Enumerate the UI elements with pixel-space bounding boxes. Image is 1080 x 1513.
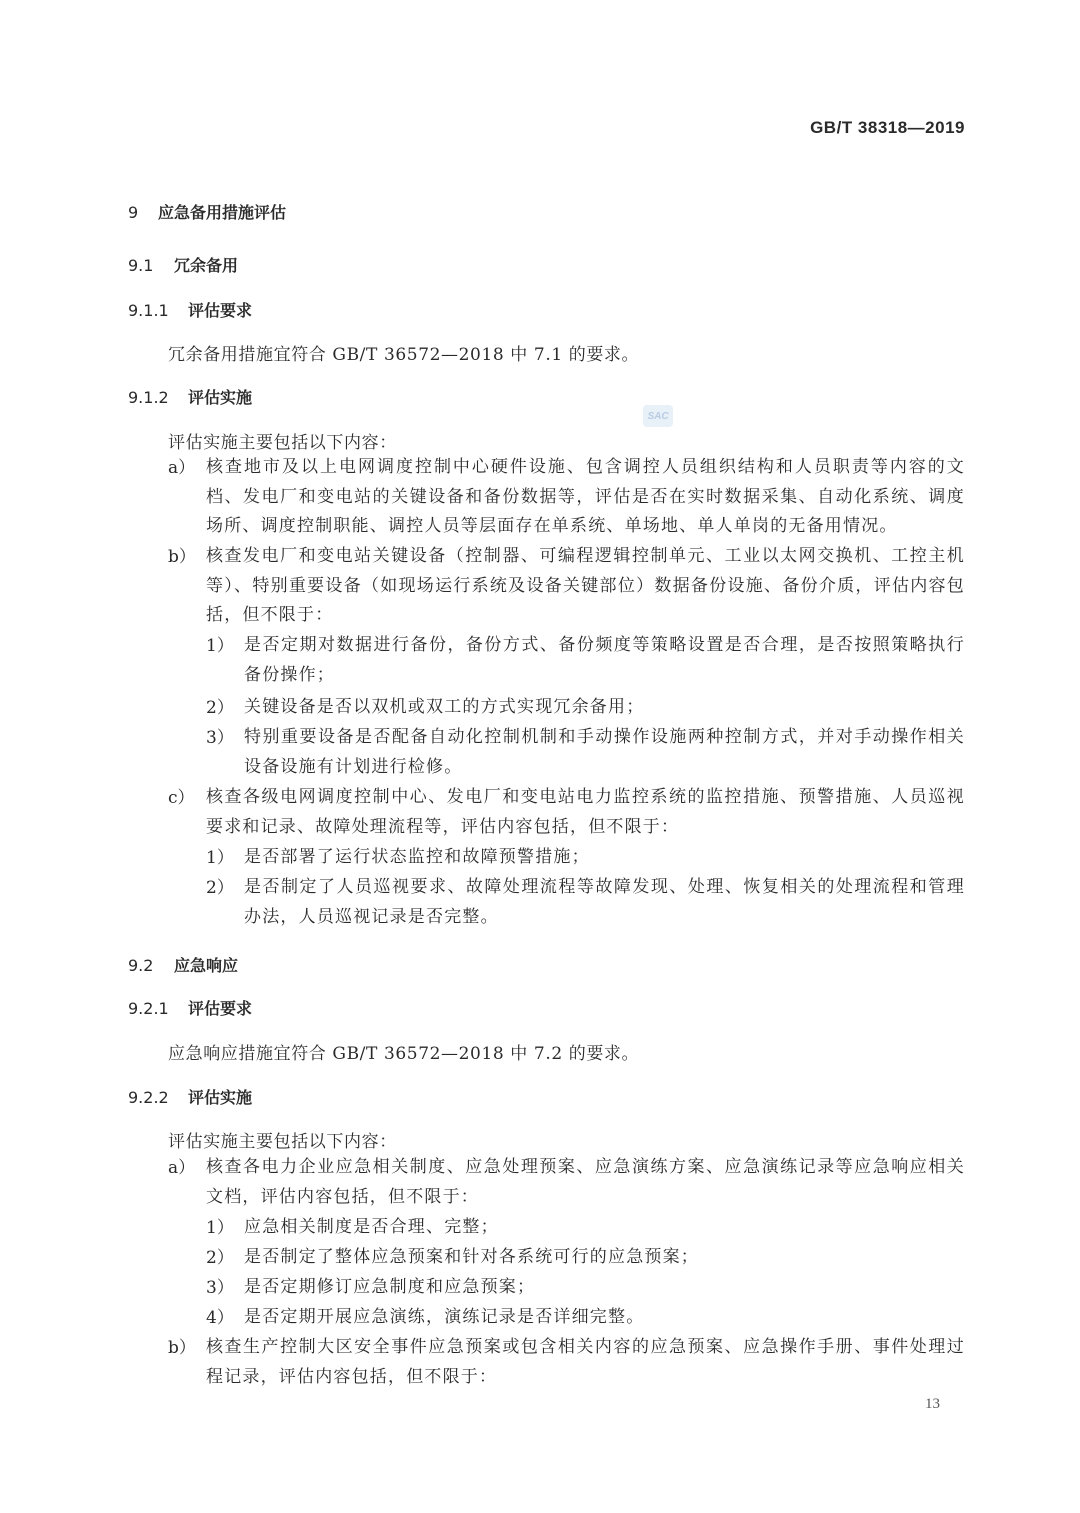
list-item-b bbox=[168, 542, 965, 632]
list-label: 4） bbox=[206, 1308, 234, 1328]
section-title: 冗余备用 bbox=[174, 256, 239, 275]
sub-item-b3 bbox=[206, 723, 965, 783]
paragraph: 应急响应措施宜符合 GB/T 36572—2018 中 7.2 的要求。 bbox=[168, 1044, 640, 1064]
section-title: 评估实施 bbox=[188, 388, 253, 407]
intro-paragraph: 评估实施主要包括以下内容： bbox=[168, 433, 397, 453]
list-label: b） bbox=[168, 1338, 196, 1358]
list-item-c bbox=[168, 783, 965, 843]
list-text: 核查地市及以上电网调度控制中心硬件设施、包含调控人员组织结构和人员职责等内容的文档、发电厂和变电站的关键设备和备份数据等，评估是否在实时数据采集、自动化系统、调度场所、调度控制职能、调控人员等层面存在单系统、单场地、单人单岗的无备用情况。 bbox=[206, 457, 965, 536]
list-label: 3） bbox=[206, 1278, 234, 1298]
list-label: 2） bbox=[206, 878, 234, 898]
list-label: a） bbox=[168, 458, 196, 478]
section-number: 9.2.1 bbox=[128, 999, 169, 1018]
list-text: 特别重要设备是否配备自动化控制机制和手动操作设施两种控制方式，并对手动操作相关设备设施有计划进行检修。 bbox=[244, 727, 965, 777]
list-text: 是否定期开展应急演练，演练记录是否详细完整。 bbox=[244, 1307, 645, 1327]
sub-item-c2 bbox=[206, 873, 965, 933]
section-title: 应急备用措施评估 bbox=[158, 203, 287, 222]
list-label: a） bbox=[168, 1158, 196, 1178]
list-label: 3） bbox=[206, 728, 234, 748]
list-text: 是否部署了运行状态监控和故障预警措施； bbox=[244, 847, 590, 867]
list-text: 是否制定了整体应急预案和针对各系统可行的应急预案； bbox=[244, 1247, 699, 1267]
list-label: 1） bbox=[206, 636, 234, 656]
section-number: 9 bbox=[128, 203, 139, 222]
list-label: 2） bbox=[206, 698, 234, 718]
sac-watermark-logo: SAC bbox=[643, 405, 673, 427]
page-number: 13 bbox=[925, 1396, 940, 1412]
list-text: 应急相关制度是否合理、完整； bbox=[244, 1217, 499, 1237]
list-text: 是否定期对数据进行备份，备份方式、备份频度等策略设置是否合理，是否按照策略执行备份操作； bbox=[244, 635, 965, 685]
section-9-2-1-heading bbox=[128, 996, 252, 1019]
section-number: 9.2 bbox=[128, 956, 154, 975]
section-number: 9.1.1 bbox=[128, 301, 169, 320]
sub-item-b1 bbox=[206, 631, 965, 691]
section-number: 9.1 bbox=[128, 256, 154, 275]
section-9-1-1-heading bbox=[128, 298, 252, 321]
section-number: 9.2.2 bbox=[128, 1088, 169, 1107]
section-9-2-heading bbox=[128, 953, 238, 976]
intro-paragraph: 评估实施主要包括以下内容： bbox=[168, 1132, 397, 1152]
list-label: 1） bbox=[206, 1218, 234, 1238]
list-item-a bbox=[168, 1153, 965, 1213]
list-text: 是否定期修订应急制度和应急预案； bbox=[244, 1277, 536, 1297]
section-title: 应急响应 bbox=[174, 956, 239, 975]
section-title: 评估实施 bbox=[188, 1088, 253, 1107]
list-text: 核查各电力企业应急相关制度、应急处理预案、应急演练方案、应急演练记录等应急响应相关文档，评估内容包括，但不限于： bbox=[206, 1157, 965, 1207]
section-9-heading bbox=[128, 200, 286, 223]
list-item-b bbox=[168, 1333, 965, 1393]
list-label: 2） bbox=[206, 1248, 234, 1268]
paragraph: 冗余备用措施宜符合 GB/T 36572—2018 中 7.1 的要求。 bbox=[168, 345, 640, 365]
list-label: b） bbox=[168, 547, 196, 567]
list-text: 关键设备是否以双机或双工的方式实现冗余备用； bbox=[244, 697, 645, 717]
list-item-a bbox=[168, 453, 965, 543]
list-label: 1） bbox=[206, 848, 234, 868]
section-9-2-2-heading bbox=[128, 1085, 252, 1108]
document-standard-number: GB/T 38318—2019 bbox=[810, 118, 965, 137]
section-9-1-heading bbox=[128, 253, 238, 276]
section-title: 评估要求 bbox=[188, 999, 253, 1018]
list-label: c） bbox=[168, 788, 195, 808]
list-text: 核查发电厂和变电站关键设备（控制器、可编程逻辑控制单元、工业以太网交换机、工控主机等）、特别重要设备（如现场运行系统及设备关键部位）数据备份设施、备份介质，评估内容包括，但不限于： bbox=[206, 546, 965, 625]
section-9-1-2-heading bbox=[128, 385, 252, 408]
list-text: 核查各级电网调度控制中心、发电厂和变电站电力监控系统的监控措施、预警措施、人员巡视要求和记录、故障处理流程等，评估内容包括，但不限于： bbox=[206, 787, 965, 837]
list-text: 核查生产控制大区安全事件应急预案或包含相关内容的应急预案、应急操作手册、事件处理过程记录，评估内容包括，但不限于： bbox=[206, 1337, 965, 1387]
list-text: 是否制定了人员巡视要求、故障处理流程等故障发现、处理、恢复相关的处理流程和管理办法，人员巡视记录是否完整。 bbox=[244, 877, 965, 927]
section-number: 9.1.2 bbox=[128, 388, 169, 407]
section-title: 评估要求 bbox=[188, 301, 253, 320]
